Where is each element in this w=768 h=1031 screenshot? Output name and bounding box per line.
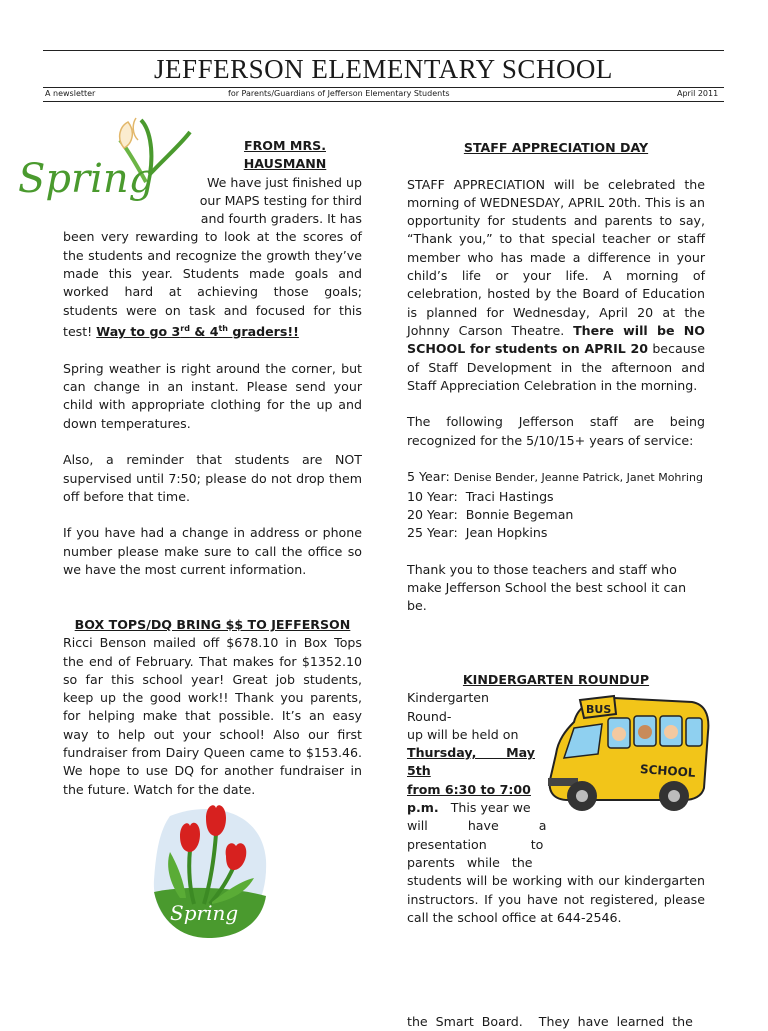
- newsletter-title: JEFFERSON ELEMENTARY SCHOOL: [154, 54, 613, 84]
- hausmann-section: [63, 137, 362, 579]
- staff-p1: STAFF APPRECIATION will be celebrated the morning of WEDNESDAY, APRIL 20th. This is an opportunity for students and parents to say, “Thank you,” to that special teacher or staff member who has made a difference in your child’s life or your life. A morning of celebration, hosted by the Board of Education is planned for Wednesday, April 20 at the Johnny Carson Theatre. There will be NO SCHOOL for students on APRIL 20 because of Staff Development in the afternoon and Staff Appreciation Celebration in the morning.: [407, 176, 706, 393]
- staff-p2: The following Jefferson staff are being recognized for the 5/10/15+ years of service:: [407, 414, 705, 448]
- staff-p3: Thank you to those teachers and staff who make Jefferson School the best school it can be.: [407, 561, 687, 614]
- spring-logo-word: Spring: [18, 156, 155, 202]
- kinder-line-8: parents while the: [407, 854, 533, 870]
- kinder-pm: p.m.: [407, 800, 439, 816]
- hausmann-p3: Also, a reminder that students are NOT supervised until 7:50; please do not drop them off before that time.: [63, 452, 362, 504]
- kinder-line-6: will have a: [407, 818, 547, 834]
- kinder-rest: students will be working with our kindergarten instructors. If you have not registered, please call the school office at 644-2546.: [407, 873, 705, 925]
- staff-year-5: 5 Year: Denise Bender, Jeanne Patrick, Janet Mohring: [407, 469, 703, 485]
- kinder-line-2: up will be held on: [407, 726, 519, 742]
- kinder-date: Thursday, May 5th: [407, 745, 535, 779]
- staff-year-25: 25 Year: Jean Hopkins: [407, 525, 548, 541]
- subheader-left: A newsletter: [45, 89, 96, 98]
- staff-section: [407, 139, 705, 616]
- hausmann-p1-wrap-1: We have just finished up: [206, 174, 362, 190]
- staff-year-20: 20 Year: Bonnie Begeman: [407, 506, 574, 522]
- hausmann-p1-wrap-3: and fourth graders. It has: [200, 211, 362, 227]
- kinder-section: KINDERGARTEN ROUNDUP Kindergarten Round- up will be held on Thursday, May 5th from 6:30 to 7:00 p.m. This year we will have a presentation to parents while the students will be working with our kindergarten instructors. If you have not registered, please call the school office at 644-2546.: [407, 671, 705, 927]
- bus-side-text: SCHOOL: [639, 762, 696, 780]
- staff-year-10: 10 Year: Traci Hastings: [407, 488, 554, 504]
- kinder-line-1: Kindergarten Round-: [407, 690, 489, 724]
- subheader-bottom-rule: [43, 101, 724, 102]
- kinder-line-7: presentation to: [407, 836, 544, 852]
- subheader-right: April 2011: [677, 89, 719, 98]
- school-bus-image: [544, 692, 712, 824]
- kinder-heading: KINDERGARTEN ROUNDUP: [462, 672, 650, 687]
- spring-tulips-image: [150, 800, 270, 942]
- subheader-center: for Parents/Guardians of Jefferson Elementary Students: [228, 89, 450, 98]
- boxtops-heading: BOX TOPS/DQ BRING $$ TO JEFFERSON: [74, 617, 351, 632]
- hausmann-p2: Spring weather is right around the corner, but can change in an instant. Please send your child with appropriate clothing for the up and down temperatures.: [63, 360, 362, 431]
- subheader-top-rule: [43, 87, 724, 88]
- hausmann-p1: been very rewarding to look at the scores of the students and recognize the growth they’ve made this year. Students made goals and worked hard at achieving those goals; students were on task and focused for this test! Way to go 3rd & 4th graders!!: [63, 229, 362, 340]
- boxtops-p1: Ricci Benson mailed off $678.10 in Box Tops the end of February. That makes for $1352.10 so far this school year! Great job students, keep up the good work!! Thank you parents, for helping make that possible. It’s an easy way to help out your school! Also our first fundraiser from Dairy Queen came to $153.46. We hope to use DQ for another fundraiser in the future. Watch for the date.: [63, 635, 362, 797]
- spring-tulips-word: Spring: [170, 901, 239, 925]
- hausmann-heading: FROM MRS. HAUSMANN: [243, 138, 327, 172]
- bus-sign-text: BUS: [586, 703, 612, 716]
- cutoff-line: the Smart Board. They have learned the: [407, 1014, 693, 1029]
- hausmann-p4: If you have had a change in address or phone number please make sure to call the office so we have the most current information.: [63, 525, 362, 578]
- kinder-time: from 6:30 to 7:00: [407, 781, 531, 797]
- boxtops-section: [63, 616, 362, 799]
- staff-heading: STAFF APPRECIATION DAY: [463, 140, 649, 155]
- top-rule: [43, 50, 724, 51]
- hausmann-p1-wrap-2: our MAPS testing for third: [199, 192, 362, 208]
